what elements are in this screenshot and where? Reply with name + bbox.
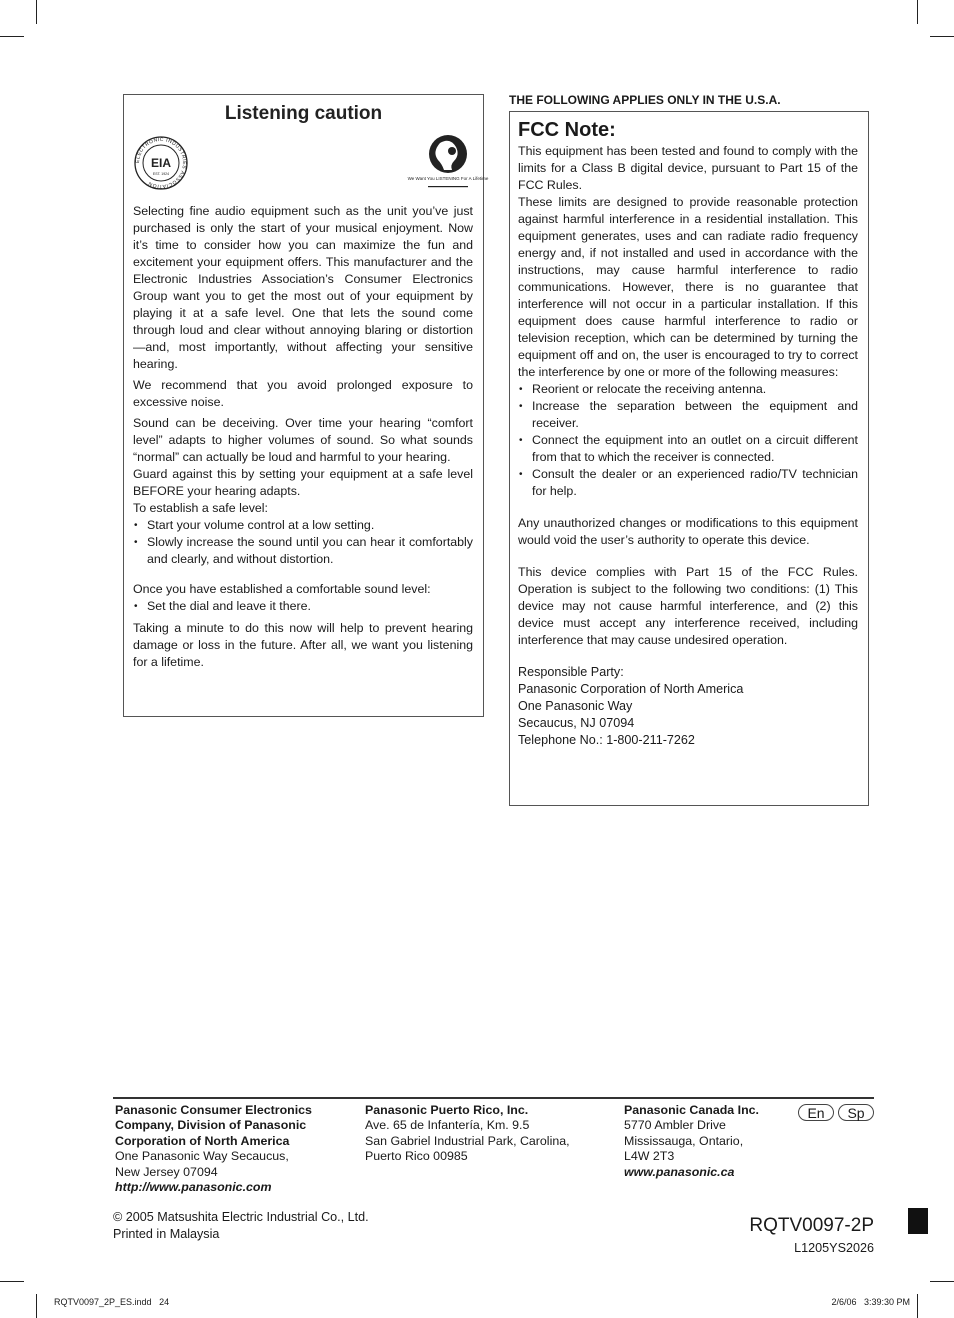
listening-caution-body — [133, 203, 473, 675]
responsible-party-line: Panasonic Corporation of North America — [518, 682, 744, 696]
copyright: © 2005 Matsushita Electric Industrial Co., Ltd. — [113, 1210, 369, 1224]
fcc-paragraph: This device complies with Part 15 of the FCC Rules. Operation is subject to the following two conditions: (1) This device may not cause harmful interference, and (2) this device must accept any interference received, including interference that may cause undesired operation. — [518, 565, 858, 647]
eia-ring-text: ELECTRONIC INDUSTRIES ASSOCIATION — [134, 136, 188, 190]
wlf-text: We Want You LISTENING For A Lifetime — [407, 176, 489, 181]
fcc-measure: • Consult the dealer or an experienced radio/TV technician for help. — [518, 466, 858, 500]
fcc-body — [518, 143, 858, 749]
address-line: L4W 2T3 — [624, 1149, 675, 1164]
responsible-party-line: One Panasonic Way — [518, 699, 633, 713]
eia-text: EIA — [150, 156, 172, 170]
model-number: RQTV0097-2P — [749, 1215, 874, 1236]
panasonic-canada-link[interactable]: www.panasonic.ca — [624, 1164, 735, 1179]
address-line: Mississauga, Ontario, — [624, 1133, 744, 1148]
language-badge-sp: Sp — [838, 1104, 874, 1121]
panasonic-usa-link[interactable]: http://www.panasonic.com — [115, 1180, 272, 1195]
lc-established-intro: Once you have established a comfortable sound level: — [133, 582, 431, 596]
lc-paragraph: To establish a safe level: — [133, 501, 268, 515]
printed-in: Printed in Malaysia — [113, 1227, 220, 1241]
responsible-party-line: Telephone No.: 1-800-211-7262 — [518, 733, 695, 747]
we-want-you-listening-logo — [407, 133, 489, 195]
crop-mark — [0, 1281, 24, 1282]
address-company: Panasonic Canada Inc. — [624, 1103, 759, 1117]
address-line: San Gabriel Industrial Park, Carolina, — [365, 1133, 570, 1148]
crop-mark — [917, 0, 918, 24]
fcc-title: FCC Note: — [518, 119, 616, 141]
listening-caution-title: Listening caution — [224, 103, 383, 124]
lc-paragraph: Guard against this by setting your equipment at a safe level BEFORE your hearing adapts. — [133, 467, 473, 498]
lc-paragraph: Selecting fine audio equipment such as the unit you’ve just purchased is only the start of your musical enjoyment. Now it’s time to consider how you can maximize the fun and excitement your equipment offers. This manufacturer and the Electronic Industries Association’s Consumer Electronics Group want you to get the most out of your equipment by playing it at a safe level. One that lets the sound come through loud and clear without annoying blaring or distortion—and, most importantly, without affecting your sensitive hearing. — [133, 204, 473, 371]
crop-mark — [917, 1294, 918, 1318]
registration-block — [908, 1208, 928, 1234]
address-company: Panasonic Puerto Rico, Inc. — [365, 1103, 529, 1117]
responsible-party-line: Responsible Party: — [518, 665, 624, 679]
address-line: New Jersey 07094 — [115, 1164, 218, 1179]
lc-bullet: • Slowly increase the sound until you can hear it comfortably and clearly, and without distortion. — [133, 534, 473, 568]
lc-paragraph: We recommend that you avoid prolonged exposure to excessive noise. — [133, 378, 473, 409]
crop-mark — [930, 36, 954, 37]
address-company: Company, Division of Panasonic — [115, 1118, 307, 1133]
footer-rule — [113, 1097, 874, 1099]
slug-date: 2/6/06 3:39:30 PM — [831, 1297, 910, 1307]
lc-bullet: • Set the dial and leave it there. — [133, 598, 473, 615]
print-code: L1205YS2026 — [794, 1241, 874, 1255]
fcc-measure: • Increase the separation between the equipment and receiver. — [518, 398, 858, 432]
lc-paragraph: Sound can be deceiving. Over time your hearing “comfort level” adapts to higher volumes of sound. So what sounds “normal” can actually be loud and harmful to your hearing. — [133, 416, 473, 464]
eia-logo — [133, 135, 189, 191]
lc-bullet: • Start your volume control at a low setting. — [133, 517, 473, 534]
fcc-measure: • Reorient or relocate the receiving antenna. — [518, 381, 858, 398]
listening-caution-box — [123, 94, 489, 717]
responsible-party-line: Secaucus, NJ 07094 — [518, 716, 635, 730]
copyright-block — [113, 1209, 369, 1243]
address-usa — [115, 1103, 312, 1195]
address-puerto-rico — [365, 1103, 570, 1165]
fcc-paragraph: Any unauthorized changes or modifications to this equipment would void the user’s authority to operate this device. — [518, 516, 858, 547]
usa-only-note: THE FOLLOWING APPLIES ONLY IN THE U.S.A. — [509, 93, 781, 107]
language-badge-en: En — [798, 1104, 834, 1121]
address-company: Panasonic Consumer Electronics — [115, 1103, 312, 1117]
fcc-paragraph: These limits are designed to provide reasonable protection against harmful interference in a residential installation. This equipment generates, uses and can radiate radio frequency energy and, if not installed and used in accordance with the instructions, may cause harmful interference to radio communications. However, there is no guarantee that interference will not occur in a particular installation. If this equipment does cause harmful interference to radio or television reception, which can be determined by turning the equipment off and on, the user is encouraged to try to correct the interference by one or more of the following measures: — [518, 195, 858, 379]
crop-mark — [36, 1294, 37, 1318]
address-canada — [624, 1103, 759, 1180]
address-line: 5770 Ambler Drive — [624, 1118, 726, 1133]
crop-mark — [930, 1281, 954, 1282]
lc-closing: Taking a minute to do this now will help to prevent hearing damage or loss in the future. After all, we want you listening for a lifetime. — [133, 621, 473, 669]
fcc-note-box — [509, 111, 869, 806]
address-line: One Panasonic Way Secaucus, — [115, 1149, 289, 1164]
fcc-measure: • Connect the equipment into an outlet on a circuit different from that to which the receiver is connected. — [518, 432, 858, 466]
responsible-party — [518, 664, 858, 749]
crop-mark — [36, 0, 37, 24]
fcc-paragraph: This equipment has been tested and found to comply with the limits for a Class B digital device, pursuant to Part 15 of the FCC Rules. — [518, 144, 858, 192]
address-line: Ave. 65 de Infantería, Km. 9.5 — [365, 1118, 530, 1133]
eia-year: EST. 1924 — [152, 172, 170, 176]
crop-mark — [0, 36, 24, 37]
slug-file: RQTV0097_2P_ES.indd 24 — [54, 1297, 170, 1307]
address-line: Puerto Rico 00985 — [365, 1149, 468, 1164]
address-company: Corporation of North America — [115, 1133, 290, 1148]
